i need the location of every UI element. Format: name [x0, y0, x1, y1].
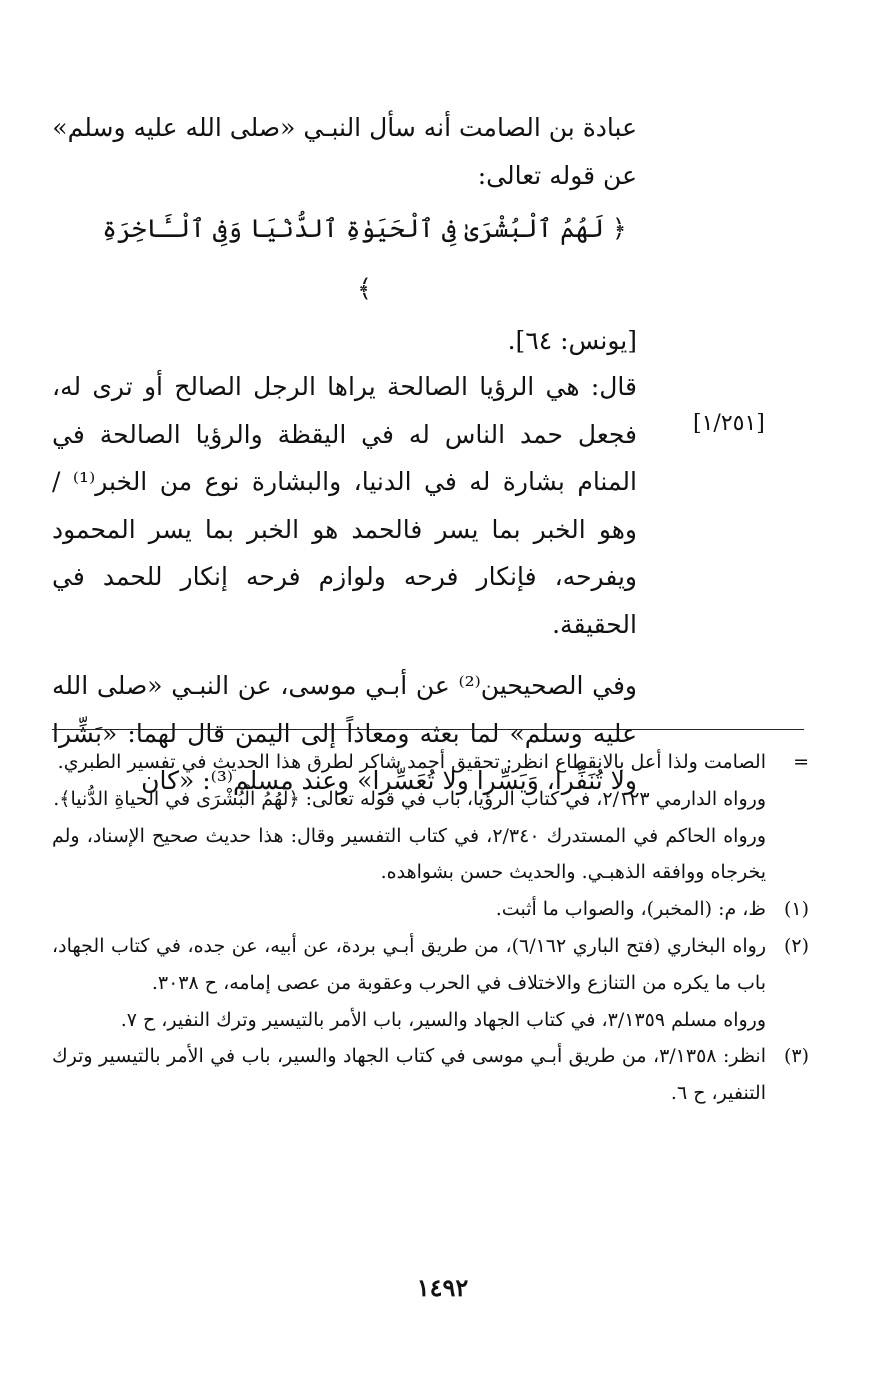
footnote-marker: = — [793, 751, 809, 773]
footnote-line: ظ، م: (المخبر)، والصواب ما أثبت. — [495, 898, 766, 921]
paragraph-1 — [52, 104, 637, 199]
footnote-body — [52, 744, 766, 891]
footnote-divider — [52, 729, 804, 730]
footnote-line: ورواه الحاكم في المستدرك ٢/٣٤٠، في كتاب التفسير وقال: هذا حديث صحيح الإسناد، ولم يخرجاه ووافقه الذهبـي. والحديث حسن بشواهده. — [52, 824, 766, 884]
footnote-2 — [52, 928, 809, 1038]
footnote-line: ورواه مسلم ٣/١٣٥٩، في كتاب الجهاد والسير، باب الأمر بالتيسير وترك النفير، ح ٧. — [120, 1008, 766, 1031]
footnote-marker: (١) — [783, 898, 809, 921]
margin-page-reference: [١/٢٥١] — [693, 411, 765, 436]
footnote-1 — [52, 891, 809, 928]
paragraph-2: قال: هي الرؤيا الصالحة يراها الرجل الصالح أو ترى له، فجعل حمد الناس له في اليقظة والرؤيا الصالحة في المنام بشارة له في الدنيا، والبشارة نوع من الخبر⁽¹⁾ / وهو الخبر بما يسر فالحمد هو الخبر بما يسر المحمود ويفرحه، فإنكار فرحه ولوازم فرحه إنكار للحمد في الحقيقة. — [52, 372, 637, 639]
footnote-line: ورواه الدارمي ٢/١٢٣، في كتاب الرؤيا، باب في قوله تعالى: ﴿لَهُمُ الْبُشْرَى في الحياةِ الدُّنيا﴾. — [53, 787, 766, 810]
footnote-marker: (٢) — [783, 934, 809, 957]
paragraph-3: وفي الصحيحين⁽²⁾ عن أبـي موسى، عن النبـي «صلى الله عليه وسلم» لما بعثه ومعاذاً إلى اليمن قال لهما: «بَشِّرا ولا تُنَفِّرا، وَيَسِّرا ولا تُعَسِّرا» وعند مسلم⁽³⁾: «كان — [52, 671, 637, 795]
footnote-body — [52, 928, 766, 1038]
paragraph-1-line-1: عبادة بن الصامت أنه سأل النبـي «صلى الله عليه وسلم» — [52, 113, 637, 142]
verse-reference: [يونس: ٦٤]. — [507, 326, 637, 355]
page-number: ١٤٩٢ — [416, 1273, 469, 1302]
footnote-body — [52, 891, 766, 928]
footnote-line: انظر: ٣/١٣٥٨، من طريق أبـي موسى في كتاب الجهاد والسير، باب في الأمر بالتيسير وترك التنفير، ح ٦. — [52, 1045, 767, 1105]
footnote-line: الصامت ولذا أعل بالانقطاع انظر: تحقيق أحمد شاكر لطرق هذا الحديث في تفسير الطبري. — [57, 751, 766, 773]
footnote-body — [52, 1038, 766, 1112]
footnote-line: رواه البخاري (فتح الباري ٦/١٦٢)، من طريق أبـي بردة، عن أبيه، عن جده، في كتاب الجهاد، باب ما يكره من التنازع والاختلاف في الحرب وعقوبة من عصى إمامه، ح ٣٠٣٨. — [52, 934, 766, 994]
quran-verse: ﴿ لَهُمُ ٱلْبُشْرَىٰ فِى ٱلْحَيَوٰةِ ٱلدُّنْيَا وَفِى ٱلْـَٔاخِرَةِ ﴾ — [102, 214, 627, 303]
footnotes — [52, 744, 809, 1112]
footnote-3 — [52, 1038, 809, 1112]
paragraph-1-line-2: عن قوله تعالى: — [477, 160, 637, 190]
footnote-continuation — [52, 744, 809, 891]
main-text-block — [52, 104, 637, 805]
footnote-marker: (٣) — [783, 1045, 809, 1068]
